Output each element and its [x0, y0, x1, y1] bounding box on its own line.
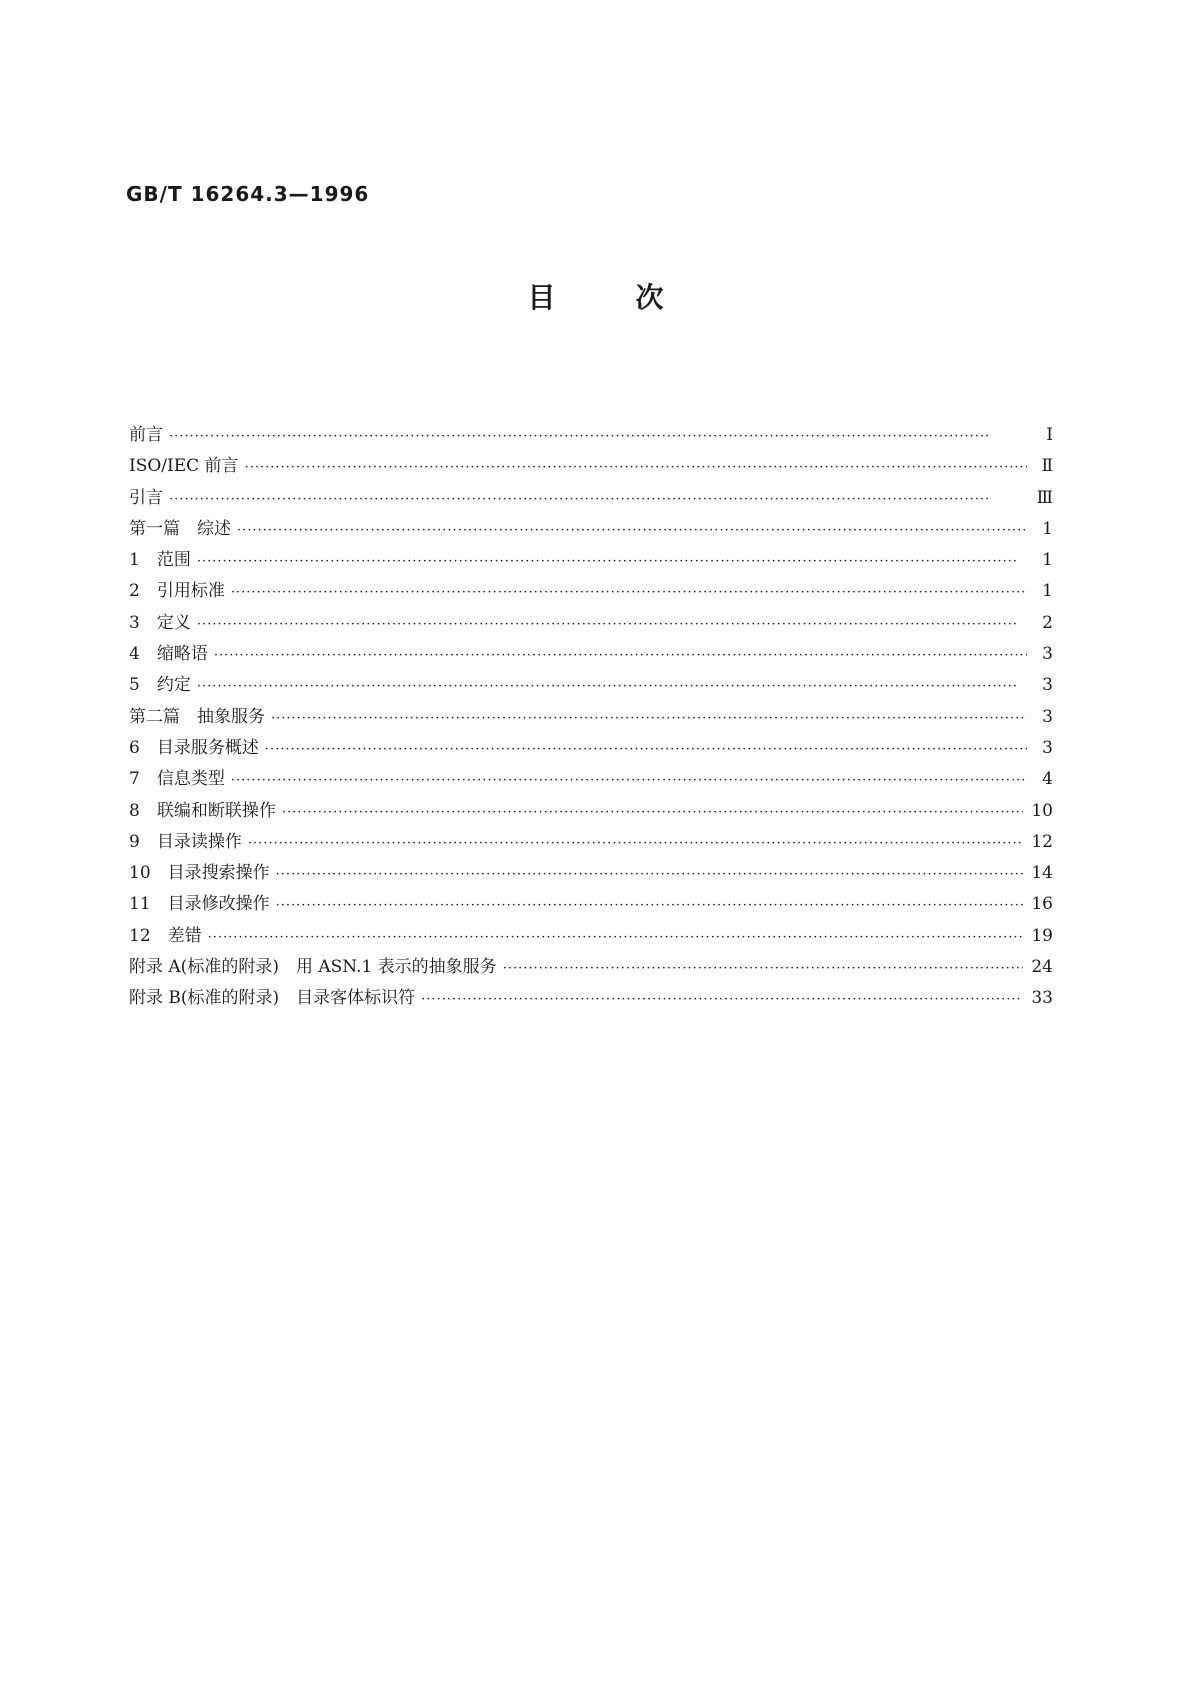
- dot-leader: [214, 640, 1027, 671]
- dot-leader: [169, 484, 1027, 515]
- toc-entry-label: 6 目录服务概述: [129, 737, 259, 758]
- toc-entry-page: Ⅱ: [1041, 456, 1053, 477]
- dot-leader: [421, 984, 1023, 1015]
- toc-entry-page: Ⅲ: [1036, 487, 1053, 508]
- toc-entry-page: 10: [1031, 800, 1053, 821]
- toc-entry-page: 2: [1042, 612, 1053, 633]
- toc-entry-introduction[interactable]: [129, 483, 1053, 514]
- toc-entry-label: 9 目录读操作: [129, 831, 242, 852]
- toc-entry-9[interactable]: [129, 827, 1053, 858]
- dot-leader: [271, 703, 1027, 734]
- dot-leader: [231, 765, 1027, 796]
- dot-leader: [276, 859, 1024, 890]
- toc-entry-page: 24: [1031, 957, 1053, 978]
- toc-entry-6[interactable]: [129, 733, 1053, 764]
- toc-entry-label: 5 约定: [129, 675, 191, 696]
- page-title: 目次: [527, 281, 744, 314]
- toc-entry-annex-b[interactable]: [129, 983, 1053, 1014]
- toc-entry-page: 3: [1042, 675, 1053, 696]
- toc-entry-page: 4: [1042, 769, 1053, 790]
- standard-code: GB/T 16264.3—1996: [126, 182, 370, 206]
- toc-entry-label: ISO/IEC 前言: [129, 456, 239, 477]
- toc-entry-page: 14: [1031, 863, 1053, 884]
- toc-entry-label: 2 引用标准: [129, 581, 225, 602]
- toc-entry-8[interactable]: [129, 796, 1053, 827]
- toc-entry-5[interactable]: [129, 670, 1053, 701]
- toc-entry-page: 1: [1042, 581, 1053, 602]
- dot-leader: [197, 609, 1027, 640]
- dot-leader: [197, 671, 1027, 702]
- toc-entry-page: 3: [1042, 644, 1053, 665]
- dot-leader: [169, 421, 1027, 452]
- toc-entry-page: 33: [1031, 988, 1053, 1009]
- toc-entry-label: 11 目录修改操作: [129, 894, 270, 915]
- toc-entry-2[interactable]: [129, 576, 1053, 607]
- toc-entry-label: 第一篇 综述: [129, 518, 231, 539]
- toc-entry-page: 16: [1031, 894, 1053, 915]
- toc-entry-part-one[interactable]: [129, 514, 1053, 545]
- dot-leader: [245, 452, 1027, 483]
- toc-entry-page: 12: [1031, 831, 1053, 852]
- toc-entry-page: Ⅰ: [1046, 425, 1053, 445]
- toc-entry-label: 12 差错: [129, 925, 202, 946]
- toc-entry-part-two[interactable]: [129, 702, 1053, 733]
- toc-entry-page: 19: [1031, 925, 1053, 946]
- dot-leader: [197, 546, 1027, 577]
- toc-entry-label: 3 定义: [129, 612, 191, 633]
- toc-entry-label: 附录 B(标准的附录) 目录客体标识符: [129, 988, 416, 1009]
- toc-entry-10[interactable]: [129, 858, 1053, 889]
- dot-leader: [503, 953, 1024, 984]
- toc-entry-iso-iec-preface[interactable]: [129, 451, 1053, 482]
- toc-entry-1[interactable]: [129, 545, 1053, 576]
- toc-entry-label: 第二篇 抽象服务: [129, 706, 265, 727]
- toc-entry-3[interactable]: [129, 608, 1053, 639]
- toc-entry-12[interactable]: [129, 921, 1053, 952]
- dot-leader: [208, 922, 1024, 953]
- toc-entry-preface[interactable]: [129, 420, 1053, 451]
- toc-entry-label: 8 联编和断联操作: [129, 800, 276, 821]
- dot-leader: [265, 734, 1027, 765]
- dot-leader: [276, 890, 1024, 921]
- dot-leader: [282, 797, 1024, 828]
- toc-entry-label: 附录 A(标准的附录) 用 ASN.1 表示的抽象服务: [129, 957, 497, 978]
- toc-entry-page: 3: [1042, 706, 1053, 727]
- table-of-contents: [129, 420, 1053, 1015]
- toc-entry-label: 引言: [129, 487, 163, 508]
- toc-entry-7[interactable]: [129, 764, 1053, 795]
- toc-entry-page: 1: [1042, 518, 1053, 539]
- dot-leader: [248, 828, 1024, 859]
- toc-entry-page: 1: [1042, 550, 1053, 571]
- toc-entry-annex-a[interactable]: [129, 952, 1053, 983]
- dot-leader: [237, 515, 1027, 546]
- dot-leader: [231, 577, 1027, 608]
- toc-entry-label: 前言: [129, 425, 163, 445]
- toc-entry-label: 10 目录搜索操作: [129, 863, 270, 884]
- toc-entry-label: 1 范围: [129, 550, 191, 571]
- toc-entry-4[interactable]: [129, 639, 1053, 670]
- toc-entry-page: 3: [1042, 737, 1053, 758]
- toc-entry-label: 7 信息类型: [129, 769, 225, 790]
- toc-entry-label: 4 缩略语: [129, 644, 208, 665]
- toc-entry-11[interactable]: [129, 889, 1053, 920]
